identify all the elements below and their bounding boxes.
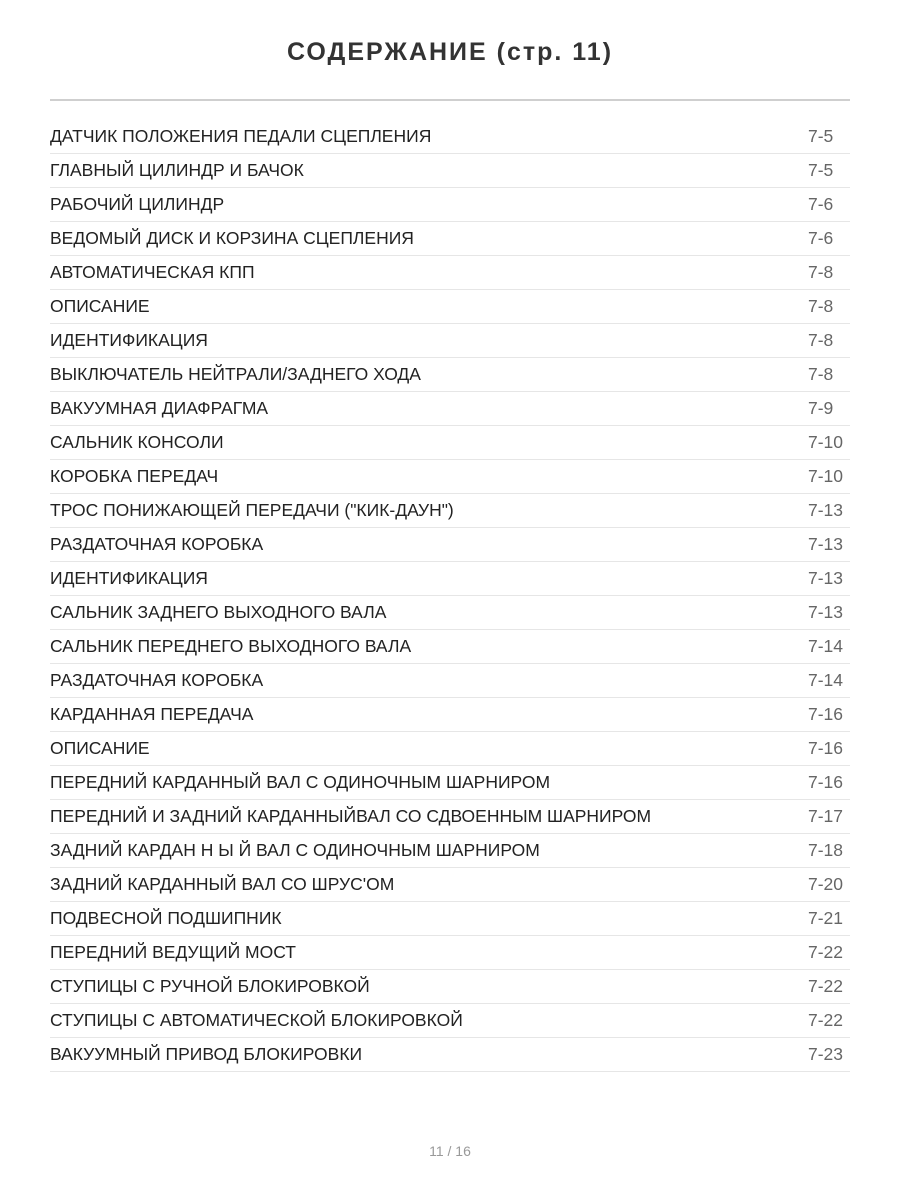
toc-entry-title: ПЕРЕДНИЙ КАРДАННЫЙ ВАЛ С ОДИНОЧНЫМ ШАРНИРОМ xyxy=(50,772,551,792)
toc-entry-title: АВТОМАТИЧЕСКАЯ КПП xyxy=(50,262,255,282)
toc-entry-page: 7-20 xyxy=(808,874,844,894)
toc-entry[interactable] xyxy=(50,596,850,630)
toc-entry[interactable] xyxy=(50,800,850,834)
toc-entry-page: 7-5 xyxy=(808,160,834,180)
toc-entry-title: ВАКУУМНЫЙ ПРИВОД БЛОКИРОВКИ xyxy=(50,1044,363,1064)
toc-entry[interactable] xyxy=(50,358,850,392)
toc-entry-page: 7-8 xyxy=(808,296,834,316)
toc-entry-page: 7-10 xyxy=(808,432,844,452)
toc-entry-page: 7-22 xyxy=(808,976,844,996)
toc-entry-title: КОРОБКА ПЕРЕДАЧ xyxy=(50,466,219,486)
toc-entry-title: САЛЬНИК ЗАДНЕГО ВЫХОДНОГО ВАЛА xyxy=(50,602,387,622)
toc-entry-title: ПЕРЕДНИЙ ВЕДУЩИЙ МОСТ xyxy=(50,942,296,962)
toc-entry[interactable] xyxy=(50,426,850,460)
toc-entry[interactable] xyxy=(50,460,850,494)
toc-entry-page: 7-9 xyxy=(808,398,834,418)
toc-entry[interactable] xyxy=(50,562,850,596)
toc-entry-page: 7-17 xyxy=(808,806,844,826)
toc-entry-title: САЛЬНИК КОНСОЛИ xyxy=(50,432,224,452)
toc-entry-title: ПОДВЕСНОЙ ПОДШИПНИК xyxy=(50,908,282,928)
toc-entry-page: 7-14 xyxy=(808,670,844,690)
toc-entry-page: 7-6 xyxy=(808,194,834,214)
toc-entry-page: 7-16 xyxy=(808,704,844,724)
toc-entry[interactable] xyxy=(50,970,850,1004)
toc-entry-title: ИДЕНТИФИКАЦИЯ xyxy=(50,568,208,588)
toc-entry-title: ИДЕНТИФИКАЦИЯ xyxy=(50,330,208,350)
toc-entry-title: СТУПИЦЫ С РУЧНОЙ БЛОКИРОВКОЙ xyxy=(50,976,370,996)
toc-entry-title: РАЗДАТОЧНАЯ КОРОБКА xyxy=(50,670,264,690)
page-indicator: 11 / 16 xyxy=(429,1143,471,1159)
toc-entry-title: ПЕРЕДНИЙ И ЗАДНИЙ КАРДАННЫЙВАЛ СО СДВОЕННЫМ ШАРНИРОМ xyxy=(50,806,652,826)
toc-entry[interactable] xyxy=(50,1004,850,1038)
toc-entry[interactable] xyxy=(50,494,850,528)
toc-list xyxy=(50,120,850,1072)
toc-entry-page: 7-22 xyxy=(808,942,844,962)
toc-entry-page: 7-13 xyxy=(808,500,844,520)
toc-entry[interactable] xyxy=(50,630,850,664)
toc-entry[interactable] xyxy=(50,120,850,154)
toc-entry-title: ВЕДОМЫЙ ДИСК И КОРЗИНА СЦЕПЛЕНИЯ xyxy=(50,228,414,248)
toc-entry[interactable] xyxy=(50,324,850,358)
toc-entry-page: 7-21 xyxy=(808,908,844,928)
toc-entry-page: 7-18 xyxy=(808,840,844,860)
toc-entry[interactable] xyxy=(50,256,850,290)
toc-entry[interactable] xyxy=(50,664,850,698)
toc-entry-page: 7-16 xyxy=(808,772,844,792)
toc-entry[interactable] xyxy=(50,290,850,324)
toc-entry-title: ОПИСАНИЕ xyxy=(50,296,150,316)
toc-entry-title: РАБОЧИЙ ЦИЛИНДР xyxy=(50,194,225,214)
toc-entry-page: 7-10 xyxy=(808,466,844,486)
toc-entry-page: 7-13 xyxy=(808,602,844,622)
toc-entry[interactable] xyxy=(50,392,850,426)
toc-entry-title: КАРДАННАЯ ПЕРЕДАЧА xyxy=(50,704,254,724)
title-divider xyxy=(50,99,850,101)
toc-entry-title: ВЫКЛЮЧАТЕЛЬ НЕЙТРАЛИ/ЗАДНЕГО ХОДА xyxy=(50,364,421,384)
toc-entry-page: 7-6 xyxy=(808,228,834,248)
toc-entry-page: 7-8 xyxy=(808,364,834,384)
toc-entry-title: ЗАДНИЙ КАРДАН Н Ы Й ВАЛ С ОДИНОЧНЫМ ШАРНИРОМ xyxy=(50,840,540,860)
toc-entry[interactable] xyxy=(50,698,850,732)
toc-entry-title: СТУПИЦЫ С АВТОМАТИЧЕСКОЙ БЛОКИРОВКОЙ xyxy=(50,1010,463,1030)
toc-entry[interactable] xyxy=(50,902,850,936)
toc-entry[interactable] xyxy=(50,834,850,868)
toc-entry[interactable] xyxy=(50,188,850,222)
toc-entry[interactable] xyxy=(50,528,850,562)
toc-entry-title: ВАКУУМНАЯ ДИАФРАГМА xyxy=(50,398,269,418)
toc-entry-page: 7-8 xyxy=(808,330,834,350)
toc-entry[interactable] xyxy=(50,222,850,256)
toc-entry[interactable] xyxy=(50,766,850,800)
toc-entry-page: 7-23 xyxy=(808,1044,844,1064)
toc-entry-title: ДАТЧИК ПОЛОЖЕНИЯ ПЕДАЛИ СЦЕПЛЕНИЯ xyxy=(50,126,432,146)
toc-entry-page: 7-5 xyxy=(808,126,834,146)
toc-entry[interactable] xyxy=(50,1038,850,1072)
toc-entry[interactable] xyxy=(50,154,850,188)
toc-entry-title: ОПИСАНИЕ xyxy=(50,738,150,758)
toc-entry[interactable] xyxy=(50,868,850,902)
toc-entry-title: ТРОС ПОНИЖАЮЩЕЙ ПЕРЕДАЧИ ("КИК-ДАУН") xyxy=(50,500,454,520)
toc-entry[interactable] xyxy=(50,936,850,970)
toc-entry-page: 7-22 xyxy=(808,1010,844,1030)
toc-entry-page: 7-16 xyxy=(808,738,844,758)
toc-entry-title: САЛЬНИК ПЕРЕДНЕГО ВЫХОДНОГО ВАЛА xyxy=(50,636,412,656)
toc-entry-title: РАЗДАТОЧНАЯ КОРОБКА xyxy=(50,534,264,554)
toc-entry-page: 7-13 xyxy=(808,534,844,554)
toc-entry-title: ЗАДНИЙ КАРДАННЫЙ ВАЛ СО ШРУС'ОМ xyxy=(50,874,395,894)
toc-entry-page: 7-14 xyxy=(808,636,844,656)
toc-entry[interactable] xyxy=(50,732,850,766)
page-title: СОДЕРЖАНИЕ (стр. 11) xyxy=(286,38,614,66)
toc-entry-page: 7-8 xyxy=(808,262,834,282)
toc-entry-title: ГЛАВНЫЙ ЦИЛИНДР И БАЧОК xyxy=(50,160,304,180)
toc-entry-page: 7-13 xyxy=(808,568,844,588)
